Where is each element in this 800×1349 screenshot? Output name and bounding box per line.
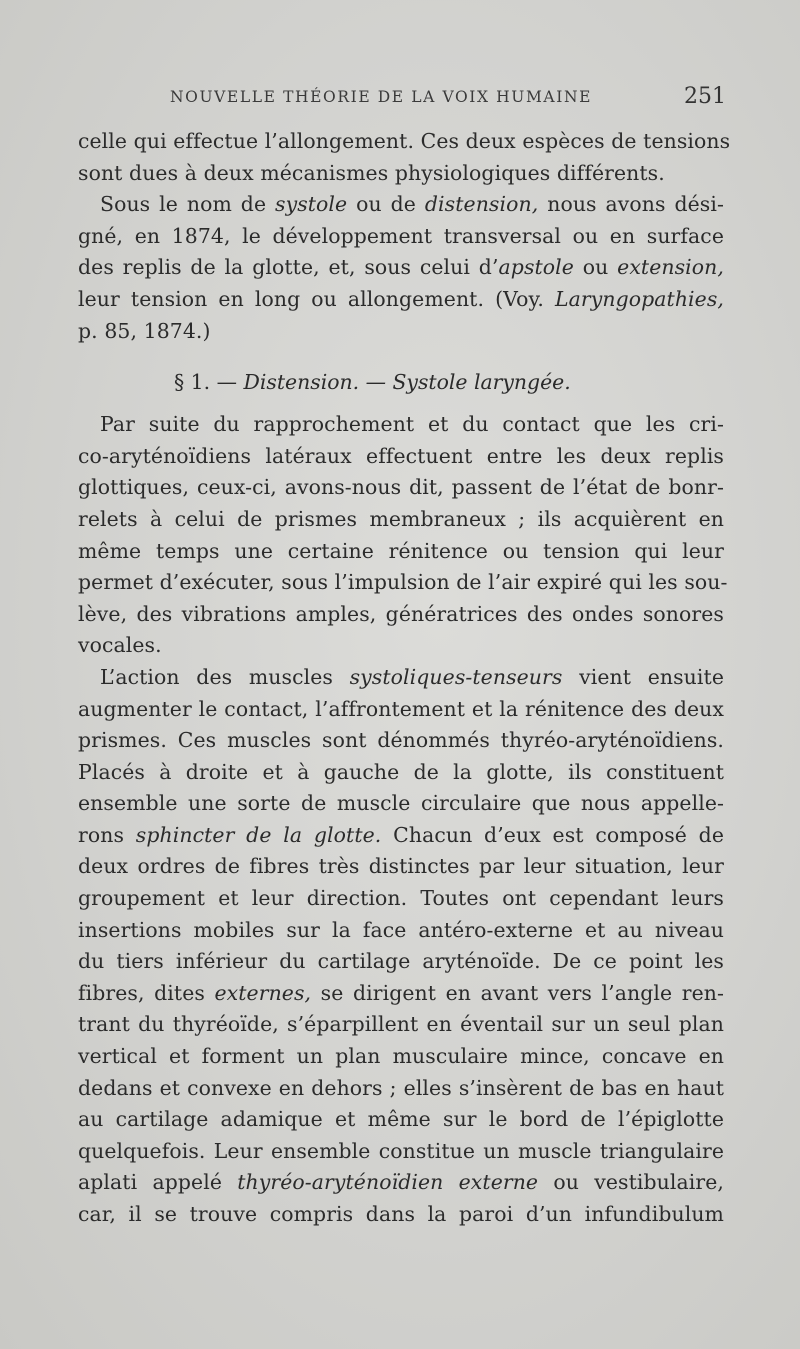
text-line: Placés à droite et à gauche de la glotte, ils constituent bbox=[78, 759, 724, 784]
text-line: permet d’exécuter, sous l’impulsion de l’air expiré qui les sou- bbox=[78, 570, 728, 595]
text-line: glottiques, ceux-ci, avons-nous dit, passent de l’état de bonr- bbox=[78, 475, 724, 500]
text-line: aplati appelé thyréo-aryténoïdien externe ou vestibulaire, bbox=[78, 1170, 724, 1195]
text-line: au cartilage adamique et même sur le bord de l’épiglotte bbox=[78, 1107, 724, 1132]
section-number: § 1. — bbox=[174, 370, 244, 395]
text-line: prismes. Ces muscles sont dénommés thyréo-aryténoïdiens. bbox=[78, 728, 724, 753]
text-line: vertical et forment un plan musculaire mince, concave en bbox=[78, 1044, 724, 1069]
text-line: des replis de la glotte, et, sous celui d’apstole ou extension, bbox=[78, 255, 724, 280]
text-line: lève, des vibrations amples, génératrices des ondes sonores bbox=[78, 601, 724, 626]
text-line: insertions mobiles sur la face antéro-externe et au niveau bbox=[78, 917, 724, 942]
text-line: car, il se trouve compris dans la paroi d’un infundibulum bbox=[78, 1202, 724, 1226]
text-line: vocales. bbox=[78, 633, 162, 658]
text-line: rons sphincter de la glotte. Chacun d’eux est composé de bbox=[78, 822, 724, 847]
text-line: relets à celui de prismes membraneux ; ils acquièrent en bbox=[78, 506, 724, 531]
text-line: sont dues à deux mécanismes physiologiques différents. bbox=[78, 160, 665, 185]
text-line: Par suite du rapprochement et du contact que les cri- bbox=[100, 412, 724, 437]
body-text bbox=[78, 126, 731, 1231]
text-line: ensemble une sorte de muscle circulaire que nous appelle- bbox=[78, 791, 724, 816]
text-line: Sous le nom de systole ou de distension, nous avons dési- bbox=[100, 192, 724, 217]
text-line: groupement et leur direction. Toutes ont cependant leurs bbox=[78, 886, 724, 911]
text-line: deux ordres de fibres très distinctes par leur situation, leur bbox=[78, 854, 724, 879]
section-title: Distension. — Systole laryngée. bbox=[243, 370, 571, 395]
section-heading bbox=[78, 357, 724, 409]
text-line: augmenter le contact, l’affrontement et la rénitence des deux bbox=[78, 696, 724, 721]
text-line: gné, en 1874, le développement transversal ou en surface bbox=[78, 223, 724, 248]
text-line: du tiers inférieur du cartilage aryténoïde. De ce point les bbox=[78, 949, 724, 974]
page-number: 251 bbox=[684, 84, 726, 109]
text-line: co-aryténoïdiens latéraux effectuent entre les deux replis bbox=[78, 443, 724, 468]
text-line: même temps une certaine rénitence ou tension qui leur bbox=[78, 538, 724, 563]
text-line: dedans et convexe en dehors ; elles s’insèrent de bas en haut bbox=[78, 1075, 724, 1100]
running-head: NOUVELLE THÉORIE DE LA VOIX HUMAINE bbox=[170, 88, 593, 106]
text-line: p. 85, 1874.) bbox=[78, 318, 211, 343]
text-line: trant du thyréoïde, s’éparpillent en éventail sur un seul plan bbox=[78, 1012, 724, 1037]
text-line: leur tension en long ou allongement. (Voy. Laryngopathies, bbox=[78, 286, 724, 311]
text-line: celle qui effectue l’allongement. Ces deux espèces de tensions bbox=[78, 129, 731, 153]
text-line: L’action des muscles systoliques-tenseurs vient ensuite bbox=[100, 664, 724, 689]
text-line: quelquefois. Leur ensemble constitue un muscle triangulaire bbox=[78, 1138, 724, 1163]
text-line: fibres, dites externes, se dirigent en avant vers l’angle ren- bbox=[78, 980, 724, 1005]
